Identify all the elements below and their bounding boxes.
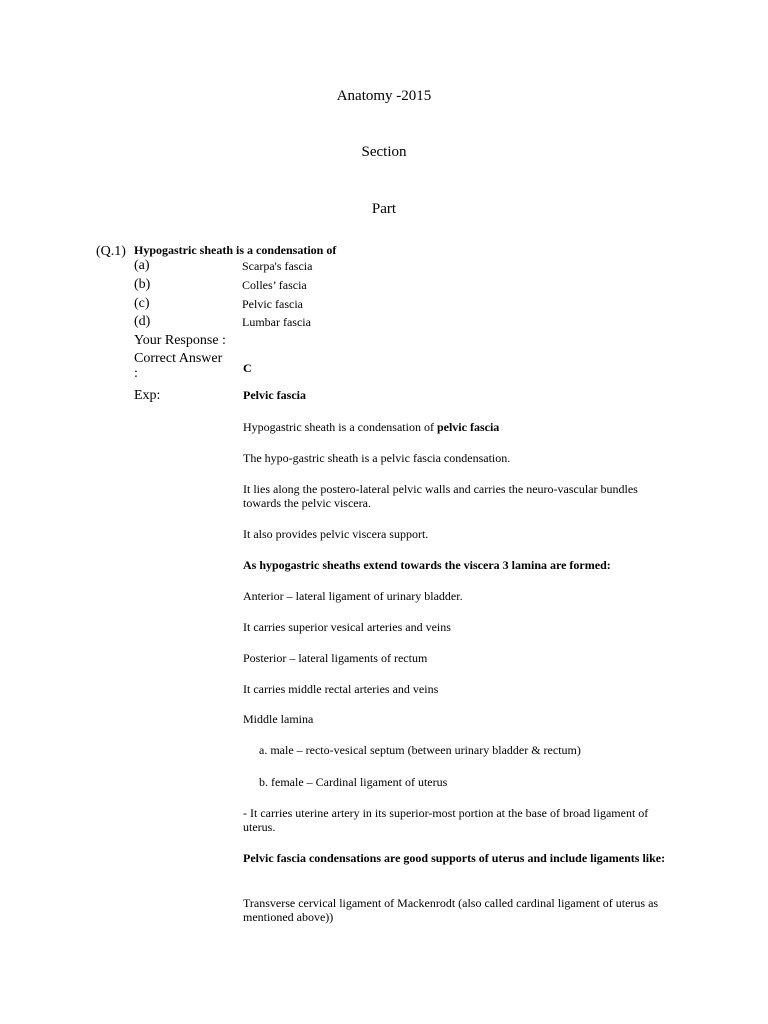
option-d-text: Lumbar fascia	[242, 315, 311, 329]
explanation-para-6: Anterior – lateral ligament of urinary bladder.	[243, 589, 463, 603]
question-number: (Q.1)	[96, 244, 126, 259]
explanation-para-1	[243, 420, 675, 434]
explanation-para-7: It carries superior vesical arteries and veins	[243, 620, 451, 634]
explanation-list-item-a: a. male – recto-vesical septum (between urinary bladder & rectum)	[259, 743, 581, 757]
explanation-para-9: It carries middle rectal arteries and veins	[243, 682, 439, 696]
explanation-para-8: Posterior – lateral ligaments of rectum	[243, 651, 428, 665]
explanation-heading: Pelvic fascia	[243, 388, 306, 402]
explanation-para-3: It lies along the postero-lateral pelvic walls and carries the neuro-vascular bundles towards the pelvic viscera.	[243, 482, 638, 510]
option-b-label: (b)	[134, 277, 151, 292]
section-heading: Section	[361, 144, 407, 160]
document-title: Anatomy -2015	[336, 88, 432, 104]
option-d-label: (d)	[134, 314, 151, 329]
explanation-list-item-b: b. female – Cardinal ligament of uterus	[259, 775, 448, 789]
correct-answer-value: C	[243, 361, 252, 375]
correct-answer-label: Correct Answer	[134, 351, 223, 366]
option-c-label: (c)	[134, 296, 150, 311]
explanation-para-13: - It carries uterine artery in its superior-most portion at the base of broad ligament of uterus.	[243, 806, 649, 834]
explanation-para-2: The hypo-gastric sheath is a pelvic fascia condensation.	[243, 451, 511, 465]
option-a-label: (a)	[134, 258, 150, 273]
explanation-para-1-bold: pelvic fascia	[436, 420, 500, 434]
option-b-text: Colles’ fascia	[242, 278, 307, 292]
exp-label: Exp:	[134, 388, 161, 403]
your-response-label: Your Response :	[134, 333, 226, 348]
explanation-para-10: Middle lamina	[243, 712, 314, 726]
part-heading: Part	[371, 201, 397, 217]
question-text: Hypogastric sheath is a condensation of	[134, 243, 337, 257]
explanation-para-4: It also provides pelvic viscera support.	[243, 527, 429, 541]
correct-answer-colon: :	[134, 366, 138, 381]
explanation-para-15: Transverse cervical ligament of Mackenrodt (also called cardinal ligament of uterus as mentioned above))	[243, 896, 659, 924]
explanation-para-5: As hypogastric sheaths extend towards the viscera 3 lamina are formed:	[243, 558, 611, 572]
explanation-para-1-text: Hypogastric sheath is a condensation of	[243, 420, 437, 434]
option-a-text: Scarpa's fascia	[242, 259, 313, 273]
explanation-para-14: Pelvic fascia condensations are good supports of uterus and include ligaments like:	[243, 851, 666, 865]
option-c-text: Pelvic fascia	[242, 297, 303, 311]
